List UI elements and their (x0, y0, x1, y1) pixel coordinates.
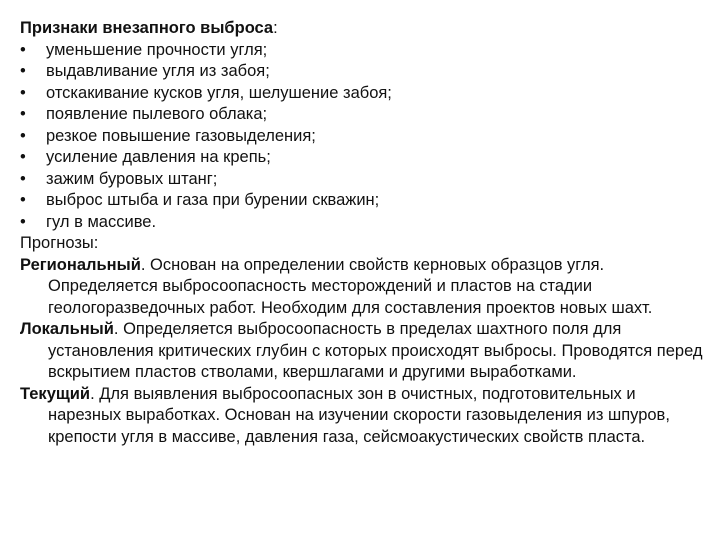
list-item-text: выброс штыба и газа при бурении скважин; (46, 191, 380, 209)
list-item (20, 169, 710, 191)
forecast-term: Текущий (20, 384, 91, 403)
bullet-dot: • (20, 40, 26, 59)
forecast-text: . Для выявления выбросоопасных зон в очистных, подготовительных и нарезных выработках. Основан на изучении скорости газовыделения из шпуров, крепости угля в массиве, давления газа, сейсмоакустических свойств пласта. (48, 384, 670, 446)
list-item (20, 83, 710, 105)
list-item-text: резкое повышение газовыделения; (46, 126, 316, 145)
bullet-dot: • (20, 83, 26, 102)
forecast-text: . Определяется выбросоопасность в пределах шахтного поля для установления критических глубин с которых происходят выбросы. Проводятся перед вскрытием пластов стволами, квершлагами и другими выработками. (48, 320, 703, 381)
list-item (20, 126, 710, 148)
list-item-text: появление пылевого облака; (46, 105, 268, 123)
heading (20, 18, 710, 40)
list-item-text: усиление давления на крепь; (46, 148, 271, 166)
bullet-dot: • (20, 191, 26, 209)
document-body (20, 18, 710, 448)
bullet-dot: • (20, 62, 26, 80)
heading-suffix: : (273, 19, 278, 37)
forecast-text: . Основан на определении свойств керновых образцов угля. Определяется выбросоопасность месторождений и пластов на стадии геологоразведочных работ. Необходим для составления проектов новых шахт. (48, 255, 653, 317)
forecast-regional (20, 255, 710, 320)
list-item-text: уменьшение прочности угля; (46, 40, 268, 59)
list-item (20, 61, 710, 83)
bullet-dot: • (20, 169, 26, 188)
bullet-dot: • (20, 148, 26, 166)
list-item-text: зажим буровых штанг; (46, 169, 218, 188)
forecast-local (20, 319, 710, 384)
bullet-dot: • (20, 212, 26, 231)
list-item (20, 104, 710, 126)
forecast-current (20, 384, 710, 449)
list-item-text: выдавливание угля из забоя; (46, 62, 270, 80)
list-item (20, 147, 710, 169)
bullet-dot: • (20, 105, 26, 123)
bullet-dot: • (20, 126, 26, 145)
list-item-text: гул в массиве. (46, 212, 157, 231)
heading-bold: Признаки внезапного выброса (20, 19, 274, 37)
list-item (20, 40, 710, 62)
list-item-text: отскакивание кусков угля, шелушение забоя; (46, 83, 392, 102)
forecast-term: Региональный (20, 255, 141, 274)
list-item (20, 190, 710, 212)
forecast-term: Локальный (20, 320, 114, 338)
forecasts-label: Прогнозы: (20, 234, 99, 252)
list-item (20, 212, 710, 234)
